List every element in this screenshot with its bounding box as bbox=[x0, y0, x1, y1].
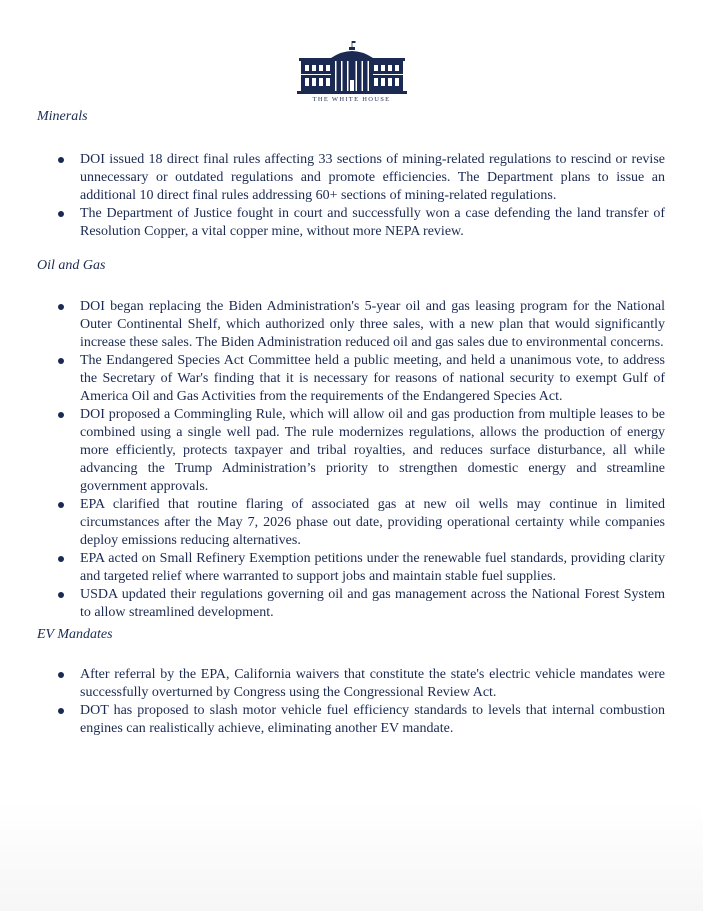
bullet-list-oil-and-gas bbox=[37, 298, 665, 622]
list-item bbox=[37, 550, 665, 586]
bullet-text: DOT has proposed to slash motor vehicle fuel efficiency standards to levels that internal combustion engines can realistically achieve, eliminating another EV mandate. bbox=[80, 703, 665, 736]
bullet-icon bbox=[58, 412, 64, 418]
bullet-icon bbox=[58, 708, 64, 714]
document-body bbox=[37, 108, 665, 738]
bullet-text: After referral by the EPA, California waivers that constitute the state's electric vehicle mandates were successfully overturned by Congress using the Congressional Review Act. bbox=[80, 667, 665, 700]
bullet-list-minerals bbox=[37, 151, 665, 241]
bullet-text: DOI proposed a Commingling Rule, which will allow oil and gas production from multiple leases to be combined using a single well pad. The rule modernizes regulations, allows the production of energy more efficiently, protects taxpayer and tribal royalties, and reduces surface disturbance, all while advancing the Trump Administration’s priority to strengthen domestic energy and streamline government approvals. bbox=[80, 407, 665, 494]
bullet-text: DOI issued 18 direct final rules affecting 33 sections of mining-related regulations to rescind or revise unnecessary or outdated regulations and promote efficiencies. The Department plans to issue an additional 10 direct final rules addressing 60+ sections of mining-related regulations. bbox=[80, 152, 665, 203]
bullet-icon bbox=[58, 157, 64, 163]
list-item bbox=[37, 586, 665, 622]
list-item bbox=[37, 205, 665, 241]
bullet-text: The Department of Justice fought in court and successfully won a case defending the land transfer of Resolution Copper, a vital copper mine, without more NEPA review. bbox=[80, 206, 665, 239]
bullet-icon bbox=[58, 304, 64, 310]
bullet-text: EPA clarified that routine flaring of associated gas at new oil wells may continue in limited circumstances after the May 7, 2026 phase out date, providing operational certainty while companies deploy emissions reducing alternatives. bbox=[80, 497, 665, 548]
masthead bbox=[0, 40, 703, 103]
bullet-text: DOI began replacing the Biden Administration's 5-year oil and gas leasing program for the National Outer Continental Shelf, which authorized only three sales, with a new plan that would significantly increase these sales. The Biden Administration reduced oil and gas sales due to environmental concerns. bbox=[80, 299, 665, 350]
section-heading-ev-mandates: EV Mandates bbox=[37, 627, 113, 642]
bullet-text: EPA acted on Small Refinery Exemption petitions under the renewable fuel standards, providing clarity and targeted relief where warranted to support jobs and maintain stable fuel supplies. bbox=[80, 551, 665, 584]
bullet-list-ev-mandates bbox=[37, 666, 665, 738]
bullet-icon bbox=[58, 211, 64, 217]
list-item bbox=[37, 406, 665, 496]
bullet-icon bbox=[58, 556, 64, 562]
list-item bbox=[37, 702, 665, 738]
section-heading-oil-and-gas: Oil and Gas bbox=[37, 258, 106, 273]
list-item bbox=[37, 666, 665, 702]
white-house-logo-icon bbox=[297, 40, 407, 94]
bullet-icon bbox=[58, 672, 64, 678]
masthead-title: THE WHITE HOUSE bbox=[312, 96, 391, 103]
list-item bbox=[37, 151, 665, 205]
list-item bbox=[37, 298, 665, 352]
bullet-icon bbox=[58, 358, 64, 364]
list-item bbox=[37, 496, 665, 550]
bullet-icon bbox=[58, 592, 64, 598]
section-heading-minerals: Minerals bbox=[37, 109, 88, 124]
list-item bbox=[37, 352, 665, 406]
bullet-text: The Endangered Species Act Committee held a public meeting, and held a unanimous vote, to address the Secretary of War's finding that it is necessary for reasons of national security to exempt Gulf of America Oil and Gas Activities from the requirements of the Endangered Species Act. bbox=[80, 353, 665, 404]
bullet-icon bbox=[58, 502, 64, 508]
bullet-text: USDA updated their regulations governing oil and gas management across the National Forest System to allow streamlined development. bbox=[80, 587, 665, 620]
